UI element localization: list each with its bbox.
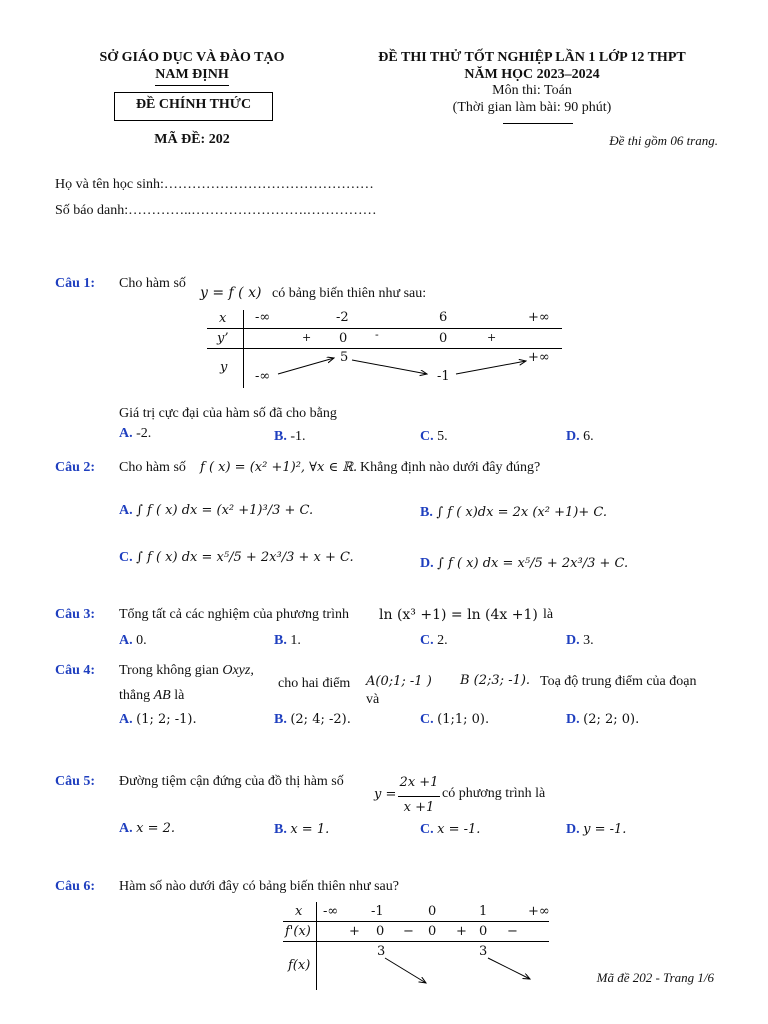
option-key: A. [119,426,133,441]
option-key: C. [420,429,434,444]
question-text: Giá trị cực đại của hàm số đã cho bằng [119,406,337,421]
table-cell: 6 [439,310,448,325]
option-c[interactable] [119,550,354,566]
option-text: 0. [136,633,147,648]
question-stem: Cho hàm số [119,276,186,291]
table-cell: 0 [428,904,437,919]
table-cell: + [302,331,312,344]
option-key: B. [420,505,433,520]
official-label: ĐỀ CHÍNH THỨC [135,97,252,112]
table-cell: + [456,924,467,939]
fraction-numerator: 2x +1 [399,775,439,790]
stem-text: thẳng [119,688,151,703]
option-b[interactable] [420,505,607,521]
table-cell: +∞ [528,350,550,365]
question-label: Câu 5: [55,774,96,789]
option-a[interactable] [119,503,313,519]
option-key: C. [119,550,133,565]
table-cell: − [403,924,414,939]
page-footer: Mã đề 202 - Trang 1/6 [596,970,714,985]
option-text: 1. [290,633,301,648]
question-stem: là [543,607,554,622]
table-cell: 3 [479,944,488,959]
option-c[interactable] [420,822,480,838]
option-key: A. [119,712,133,727]
decreasing-arrow [385,958,426,983]
option-d[interactable] [566,429,594,445]
increasing-arrow [278,358,334,374]
option-text: 3. [583,633,594,648]
question-stem [119,688,184,704]
question-stem: có bảng biến thiên như sau: [272,286,427,301]
question-stem: Hàm số nào dưới đây có bảng biến thiên như sau? [119,879,399,894]
function-formula: y = f ( x) [200,285,262,301]
table-header-x: x [219,311,227,326]
option-key: D. [566,712,580,727]
school-year: NĂM HỌC 2023–2024 [464,67,600,82]
question-stem: Tổng tất cả các nghiệm của phương trình [119,607,349,622]
option-key: D. [566,822,580,837]
option-formula: ∫ f ( x) dx = (x² +1)³/3 + C. [136,503,314,518]
option-key: B. [274,429,287,444]
point-a: A(0;1; -1 ) [366,674,432,689]
option-key: A. [119,503,133,518]
option-formula: ∫ f ( x) dx = x⁵/5 + 2x³/3 + C. [437,556,629,571]
table-header-x: x [295,904,303,919]
table-cell: -∞ [255,369,271,384]
option-key: C. [420,712,434,727]
point-b: B (2;3; -1). [460,673,531,688]
table-cell: 0 [428,924,437,939]
table-cell: 5 [340,350,349,365]
question-stem [119,663,254,679]
question-label: Câu 4: [55,663,96,678]
table-cell: 0 [439,331,448,346]
table-cell: -2 [336,310,349,325]
option-text: (1;1; 0). [437,712,490,727]
option-key: A. [119,633,133,648]
table-cell: 0 [339,331,348,346]
option-text: x = 2. [136,821,176,836]
option-a[interactable] [119,426,151,442]
table-cell: + [487,331,497,344]
option-text: -1. [290,429,306,444]
stem-text: Trong không gian [119,663,219,678]
increasing-arrow [456,361,526,374]
option-c[interactable] [420,429,448,445]
option-c[interactable] [420,633,448,649]
option-b[interactable] [274,633,301,649]
option-c[interactable] [420,712,489,728]
table-cell: -∞ [323,904,339,919]
question-label: Câu 3: [55,607,96,622]
stem-text: là [174,688,185,703]
decreasing-arrow [352,360,427,374]
table-rule [316,902,317,990]
question-stem: Khẳng định nào dưới đây đúng? [360,460,541,475]
exam-title: ĐỀ THI THỬ TỐT NGHIỆP LẦN 1 LỚP 12 THPT [378,50,686,65]
option-d[interactable] [420,556,628,572]
decreasing-arrow [488,958,530,979]
option-text: x = -1. [437,822,481,837]
option-text: 2. [437,633,448,648]
question-stem: Cho hàm số [119,460,186,475]
subject: Môn thi: Toán [492,83,572,98]
question-label: Câu 1: [55,276,96,291]
option-formula: ∫ f ( x) dx = x⁵/5 + 2x³/3 + x + C. [136,550,354,565]
pages-note: Đề thi gồm 06 trang. [609,133,718,148]
table-cell: − [507,924,518,939]
table-cell: -1 [371,904,384,919]
option-key: C. [420,822,434,837]
table-header-f: f(x) [288,958,311,973]
table-cell: +∞ [528,310,550,325]
equation: ln (x³ +1) = ln (4x +1) [379,607,538,623]
duration: (Thời gian làm bài: 90 phút) [452,100,612,115]
table-header-yprime: y’ [217,331,229,346]
option-text: (1; 2; -1). [136,712,197,727]
fraction-denominator: x +1 [403,800,435,815]
option-d[interactable] [566,633,594,649]
student-name-line: Họ và tên học sinh:……………………………………… [55,177,374,192]
y-equals: y = [374,787,397,802]
question-stem: có phương trình là [442,786,546,801]
option-formula: ∫ f ( x)dx = 2x (x² +1)+ C. [436,505,607,520]
department-name: SỞ GIÁO DỤC VÀ ĐÀO TẠO [99,50,285,65]
province-name: NAM ĐỊNH [155,67,229,82]
option-key: B. [274,712,287,727]
option-key: B. [274,633,287,648]
table-rule [283,921,549,922]
question-stem: cho hai điểm [278,676,351,691]
table-header-y: y [220,360,228,375]
segment-name: AB [153,688,171,703]
question-stem: Toạ độ trung điểm của đoạn [540,674,697,689]
option-text: y = -1. [583,822,627,837]
question-stem: Đường tiệm cận đứng của đồ thị hàm số [119,774,344,789]
table-cell: -1 [437,369,450,384]
option-text: 5. [437,429,448,444]
table-cell: - [375,328,379,341]
option-text: (2; 4; -2). [290,712,351,727]
option-key: D. [566,429,580,444]
question-label: Câu 2: [55,460,96,475]
option-a[interactable] [119,821,175,837]
table-header-fprime: f'(x) [285,924,311,939]
table-cell: -∞ [255,310,271,325]
option-text: (2; 2; 0). [583,712,640,727]
option-key: A. [119,821,133,836]
table-rule [283,941,549,942]
option-key: D. [566,633,580,648]
function-formula: f ( x) = (x² +1)², ∀x ∈ ℝ. [200,460,358,475]
option-b[interactable] [274,712,351,728]
fraction-bar [398,796,440,797]
option-key: D. [420,556,434,571]
coordinate-system: Oxyz, [222,663,254,678]
table-cell: 0 [479,924,488,939]
table-cell: 0 [376,924,385,939]
option-d[interactable] [566,712,639,728]
option-text: -2. [136,426,152,441]
student-id-line: Số báo danh:…………..…………………….…………… [55,203,377,218]
question-stem: và [366,692,380,707]
option-key: C. [420,633,434,648]
option-d[interactable] [566,822,626,838]
option-a[interactable] [119,633,147,649]
table-cell: 1 [479,904,488,919]
table-cell: +∞ [528,904,550,919]
option-key: B. [274,822,287,837]
option-a[interactable] [119,712,197,728]
option-text: x = 1. [290,822,330,837]
option-b[interactable] [274,429,306,445]
question-label: Câu 6: [55,879,96,894]
option-text: 6. [583,429,594,444]
table-cell: + [349,924,360,939]
exam-code: MÃ ĐỀ: 202 [154,132,230,147]
option-b[interactable] [274,822,329,838]
table-cell: 3 [377,944,386,959]
